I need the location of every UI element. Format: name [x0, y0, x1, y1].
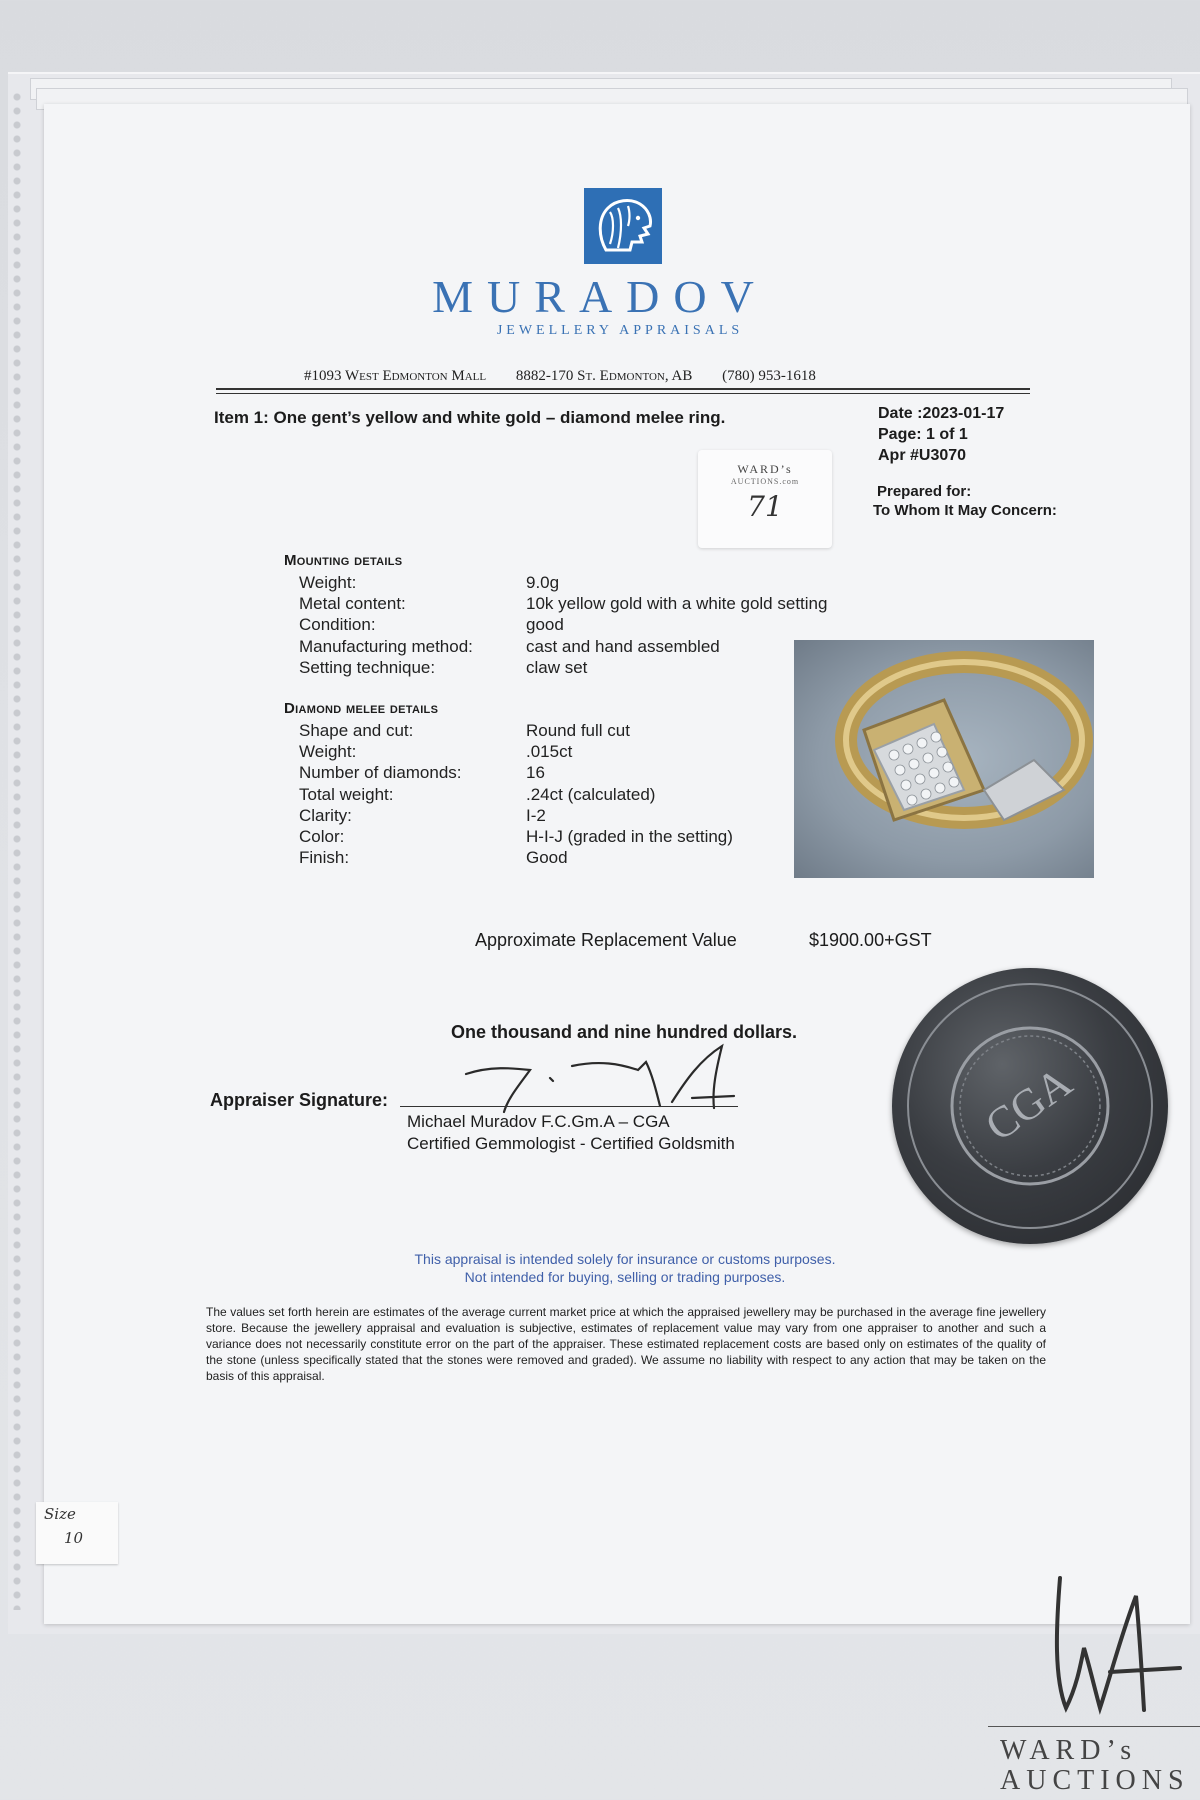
signature-line	[400, 1106, 738, 1107]
brand-name: MURADOV	[432, 271, 768, 322]
detail-value: H-I-J (graded in the setting)	[526, 827, 733, 846]
detail-label: Manufacturing method:	[299, 636, 473, 656]
detail-label: Clarity:	[299, 805, 352, 825]
header-rule	[216, 393, 1030, 394]
watermark-text	[1000, 1736, 1200, 1796]
detail-label: Setting technique:	[299, 657, 436, 677]
detail-value: 16	[526, 763, 545, 783]
page-number: Page: 1 of 1	[878, 426, 968, 443]
cga-seal-icon	[892, 968, 1168, 1244]
prepared-recipient: To Whom It May Concern:	[873, 502, 1057, 519]
detail-label: Number of diamonds:	[299, 763, 462, 783]
detail-value: Round full cut	[526, 721, 630, 740]
brand-subtitle: JEWELLERY APPRAISALS	[496, 323, 744, 338]
replacement-amount: $1900.00+GST	[809, 930, 932, 950]
detail-label: Metal content:	[299, 594, 406, 614]
detail-label: Weight:	[299, 742, 357, 762]
replacement-label: Approximate Replacement Value	[475, 930, 737, 950]
lion-head-icon	[584, 188, 662, 264]
signer-title: Certified Gemmologist - Certified Goldsmith	[407, 1134, 735, 1153]
signer-block	[407, 1111, 735, 1155]
appraisal-number: Apr #U3070	[878, 447, 967, 464]
detail-value: good	[526, 615, 564, 635]
detail-value: cast and hand assembled	[526, 636, 720, 656]
diamond-heading: Diamond melee details	[284, 700, 439, 717]
ring-photo	[794, 640, 1094, 878]
detail-value: .015ct	[526, 742, 573, 762]
signature-label: Appraiser Signature:	[210, 1090, 389, 1110]
seal-monogram: CGA	[976, 1057, 1081, 1151]
lot-tag	[698, 450, 832, 548]
address-street: 8882-170 St. Edmonton, AB	[515, 368, 693, 384]
lot-tag-sub: AUCTIONS.com	[730, 477, 800, 486]
value-in-words: One thousand and nine hundred dollars.	[450, 1022, 798, 1042]
appraisal-meta	[878, 403, 1004, 466]
size-tag-value: 10	[64, 1529, 84, 1547]
detail-value: 9.0g	[526, 573, 560, 592]
size-tag-label: Size	[44, 1505, 76, 1523]
size-tag	[36, 1502, 118, 1564]
detail-value: claw set	[526, 657, 588, 677]
detail-label: Finish:	[299, 848, 350, 868]
prepared-for	[873, 482, 1057, 520]
signature-scribble	[460, 1040, 740, 1120]
detail-label: Condition:	[299, 615, 376, 635]
watermark-line-1: WARD’s	[1000, 1735, 1138, 1766]
watermark-line-2: AUCTIONS	[1000, 1765, 1190, 1796]
disclaimer-text: The values set forth herein are estimates of the average current market price at which the appraised jewellery may be purchased in the average fine jewellery store. Because the jewellery appraisal and evaluation is subjective, estimates of replacement value may vary from one appraiser to another and such a variance does not necessarily constitute error on the part of the appraiser. These estimated replacement costs are based only on estimates of the quality of the stone (unless specifically stated that the stones were removed and graded). We assume no liability with respect to any action that may be taken on the basis of this appraisal.	[206, 1305, 1046, 1383]
prepared-label: Prepared for:	[877, 483, 972, 500]
purpose-notice	[0, 1250, 1200, 1286]
watermark-rule	[988, 1726, 1200, 1727]
detail-value: .24ct (calculated)	[526, 784, 656, 804]
address-mall: #1093 West Edmonton Mall	[304, 368, 487, 384]
detail-label: Color:	[299, 827, 345, 846]
detail-value: Good	[526, 848, 568, 868]
letterhead-address	[304, 368, 842, 385]
item-title: Item 1: One gent’s yellow and white gold – diamond melee ring.	[214, 408, 726, 427]
detail-label: Weight:	[299, 573, 357, 592]
lot-tag-brand: WARD’s	[737, 462, 793, 476]
mounting-heading: Mounting details	[284, 552, 403, 569]
notice-line-1: This appraisal is intended solely for insurance or customs purposes.	[414, 1251, 836, 1267]
signer-name: Michael Muradov F.C.Gm.A – CGA	[407, 1112, 670, 1131]
date: Date :2023-01-17	[878, 405, 1005, 422]
notice-line-2: Not intended for buying, selling or trading purposes.	[464, 1269, 786, 1285]
detail-value: 10k yellow gold with a white gold setting	[526, 594, 828, 614]
detail-label: Total weight:	[299, 784, 394, 804]
header-rule	[216, 388, 1030, 390]
detail-label: Shape and cut:	[299, 721, 414, 740]
wards-monogram-icon	[1040, 1568, 1190, 1718]
address-phone: (780) 953-1618	[722, 368, 816, 384]
detail-value: I-2	[526, 805, 546, 825]
lot-number: 71	[747, 490, 783, 523]
